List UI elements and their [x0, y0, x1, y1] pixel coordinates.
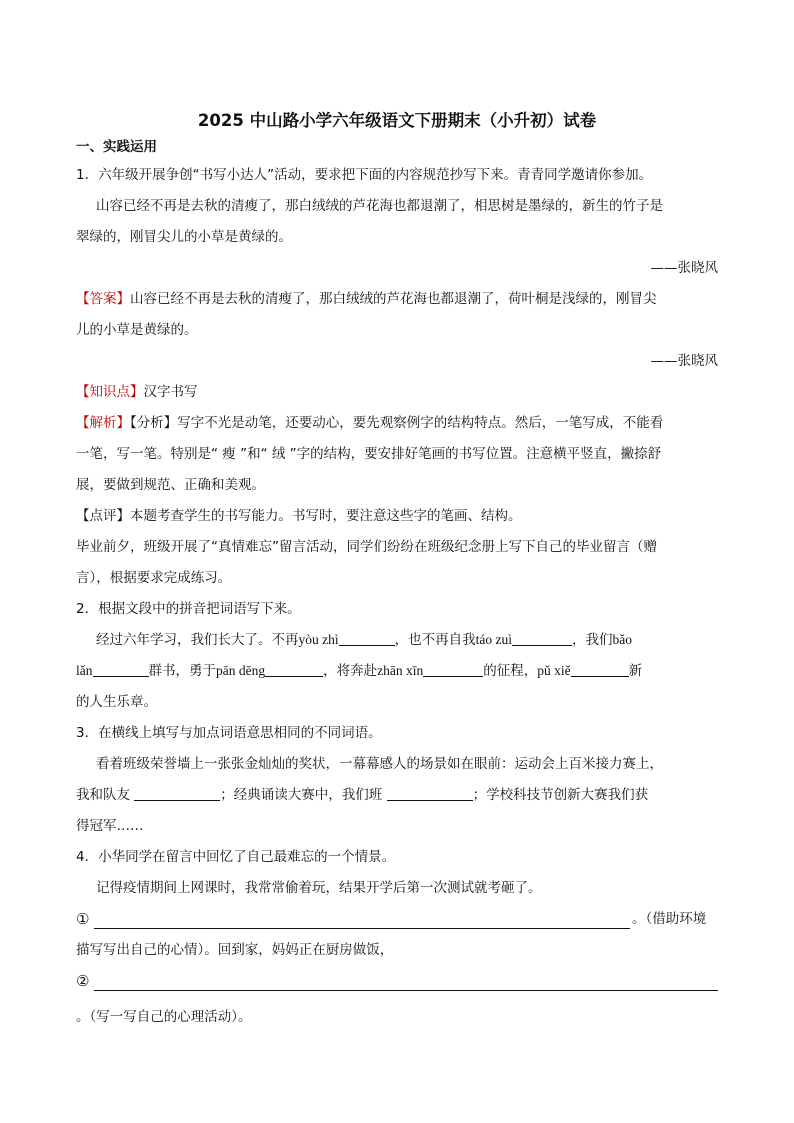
- q3-text-c: ；学校科技节创新大赛我们获: [472, 787, 649, 803]
- question-3-line-3: 得冠军……: [76, 818, 144, 834]
- question-1-author: ——张晓风: [650, 260, 718, 276]
- pinyin-3a: bǎo: [612, 632, 632, 647]
- answer-author: ——张晓风: [650, 353, 718, 369]
- question-2-line-3: 的人生乐章。: [76, 694, 157, 710]
- q2-text-a: 经过六年学习，我们长大了。不再: [96, 632, 299, 648]
- question-4-line-2: [76, 909, 718, 930]
- writing-line-2[interactable]: [94, 990, 718, 991]
- question-1-prompt: 1．六年级开展争创“书写小达人”活动，要求把下面的内容规范抄写下来。青青同学邀请你参加。: [76, 167, 653, 183]
- q2-text-c: ，我们: [572, 632, 613, 648]
- question-1-passage-line-1: 山容已经不再是去秋的清瘦了，那白绒绒的芦花海也都退潮了，相思树是墨绿的，新生的竹子是: [96, 198, 663, 214]
- answer-line-1: [76, 289, 718, 309]
- pinyin-1: yòu zhì: [298, 632, 339, 647]
- question-3-prompt: 3．在横线上填写与加点词语意思相同的不同词语。: [76, 725, 382, 741]
- question-2-line-1: [96, 630, 718, 650]
- q2-text-d: 群书，勇于: [148, 663, 216, 679]
- q2-text-g: 新: [628, 663, 643, 679]
- writing-line-1[interactable]: [94, 928, 630, 929]
- q2-text-f: 的征程，: [483, 663, 538, 679]
- intro-line-1: 毕业前夕，班级开展了“真情难忘”留言活动，同学们纷纷在班级纪念册上写下自己的毕业留言（赠: [76, 539, 657, 555]
- pinyin-2: táo zuì: [475, 632, 512, 647]
- question-3-line-2: [76, 785, 718, 805]
- section-heading: 一、实践运用: [76, 139, 157, 155]
- pinyin-6: pǔ xiě: [537, 663, 571, 678]
- pinyin-3b: lǎn: [76, 663, 93, 678]
- answer-blank-4[interactable]: [265, 662, 323, 677]
- analysis-line-2: 一笔，写一笔。特别是“ 瘦 ”和“ 绒 ”字的结构，要安排好笔画的书写位置。注意横平竖直，撇捺舒: [76, 446, 662, 462]
- pinyin-4: pān dēng: [216, 663, 266, 678]
- analysis-tag: 【解析】: [76, 415, 130, 431]
- analysis-subtag: 【分析】: [130, 415, 178, 431]
- answer-blank-5[interactable]: [423, 662, 483, 677]
- pinyin-5: zhān xīn: [377, 663, 424, 678]
- question-4-line-1: 记得疫情期间上网课时，我常常偷着玩，结果开学后第一次测试就考砸了。: [96, 880, 542, 896]
- page-title: 2025 中山路小学六年级语文下册期末（小升初）试卷: [197, 111, 597, 130]
- question-2-line-2: [76, 661, 718, 681]
- answer-line-2: 儿的小草是黄绿的。: [76, 322, 198, 338]
- knowledge-point-tag: 【知识点】: [76, 384, 144, 400]
- comment-line: 【点评】本题考查学生的书写能力。书写时，要注意这些字的笔画、结构。: [76, 508, 522, 524]
- question-4-prompt: 4．小华同学在留言中回忆了自己最难忘的一个情景。: [76, 849, 396, 865]
- knowledge-point: [76, 382, 718, 402]
- question-2-prompt: 2．根据文段中的拼音把词语写下来。: [76, 601, 301, 617]
- answer-text-1: 山容已经不再是去秋的清瘦了，那白绒绒的芦花海也都退潮了，荷叶桐是浅绿的，刚冒尖: [130, 291, 657, 307]
- analysis-line-3: 展，要做到规范、正确和美观。: [76, 477, 265, 493]
- q2-text-e: ，将奔赴: [323, 663, 378, 679]
- question-4-line-3: 描写写出自己的心情）。回到家，妈妈正在厨房做饭，: [76, 942, 394, 958]
- answer-blank-7[interactable]: [134, 786, 220, 801]
- analysis-text-1: 写字不光是动笔，还要动心，要先观察例字的结构特点。然后，一笔写成，不能看: [177, 415, 664, 431]
- q2-text-b: ，也不再自我: [394, 632, 476, 648]
- answer-blank-2[interactable]: [512, 631, 572, 646]
- question-4-line-5: 。（写一写自己的心理活动）。: [76, 1009, 252, 1025]
- analysis-line-1: [76, 413, 718, 433]
- answer-blank-6[interactable]: [571, 662, 629, 677]
- answer-blank-3[interactable]: [93, 662, 149, 677]
- answer-blank-8[interactable]: [387, 786, 473, 801]
- q3-text-a: 我和队友: [76, 787, 130, 803]
- answer-tag: 【答案】: [76, 291, 130, 307]
- question-3-line-1: 看着班级荣誉墙上一张张金灿灿的奖状，一幕幕感人的场景如在眼前：运动会上百米接力赛上，: [96, 756, 663, 772]
- circled-number-2: ②: [76, 972, 90, 990]
- question-4-line-2-tail: 。（借助环境: [632, 911, 707, 927]
- answer-blank-1[interactable]: [339, 631, 395, 646]
- question-1-passage-line-2: 翠绿的，刚冒尖儿的小草是黄绿的。: [76, 229, 292, 245]
- intro-line-2: 言），根据要求完成练习。: [76, 570, 232, 586]
- q3-text-b: ；经典诵读大赛中，我们班: [220, 787, 383, 803]
- question-4-line-4: [76, 971, 718, 992]
- knowledge-point-text: 汉字书写: [143, 384, 198, 400]
- circled-number-1: ①: [76, 910, 90, 928]
